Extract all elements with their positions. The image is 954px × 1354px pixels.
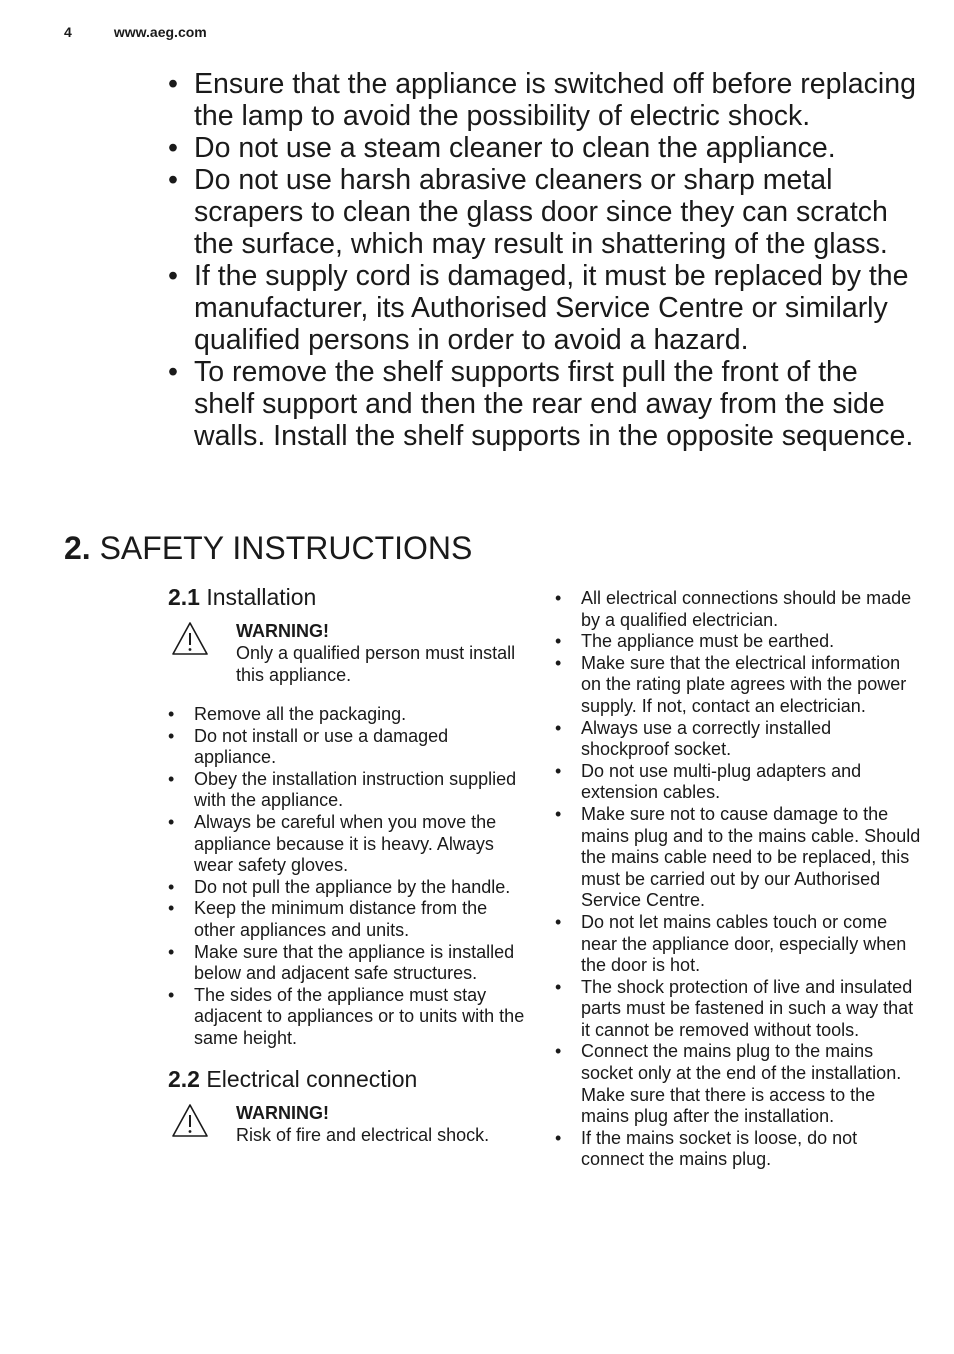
section-title: [64, 530, 472, 567]
installation-bullet-list: [168, 704, 528, 1050]
warning-triangle-icon: [170, 620, 210, 658]
electrical-warning: [168, 1102, 528, 1168]
list-item: • Make sure not to cause damage to the mains plug and to the mains cable. Should the mains cable need to be replaced, this must be carried out by our Authorised Service Centre.: [581, 804, 921, 912]
list-item: • Do not use multi-plug adapters and extension cables.: [581, 761, 921, 804]
list-item: • The shock protection of live and insulated parts must be fastened in such a way that it cannot be removed without tools.: [581, 977, 921, 1042]
subsection-installation-heading: [168, 584, 528, 620]
list-item: • If the mains socket is loose, do not connect the mains plug.: [581, 1128, 921, 1171]
list-item: • Remove all the packaging.: [194, 704, 528, 726]
electrical-bullet-list: [581, 588, 921, 1171]
list-item: • Always use a correctly installed shockproof socket.: [581, 718, 921, 761]
list-item: • Connect the mains plug to the mains socket only at the end of the installation. Make sure that there is access to the mains plug after the installation.: [581, 1041, 921, 1127]
section-number: 2.: [64, 530, 91, 566]
list-item: • Make sure that the electrical information on the rating plate agrees with the power supply. If not, contact an electrician.: [581, 653, 921, 718]
list-item: • Ensure that the appliance is switched off before replacing the lamp to avoid the possibility of electric shock.: [194, 68, 924, 132]
warning-title: WARNING!: [236, 1102, 329, 1123]
warning-triangle-icon: [170, 1102, 210, 1140]
list-item: • Do not pull the appliance by the handle.: [194, 877, 528, 899]
section-title-text: SAFETY INSTRUCTIONS: [99, 530, 473, 566]
right-column: [581, 588, 921, 1171]
list-item: • Obey the installation instruction supplied with the appliance.: [194, 769, 528, 812]
warning-text: Risk of fire and electrical shock.: [236, 1124, 490, 1145]
subsection-number: 2.2: [168, 1065, 200, 1092]
list-item: • The sides of the appliance must stay adjacent to appliances or to units with the same height.: [194, 985, 528, 1050]
warning-text: Only a qualified person must install this appliance.: [236, 643, 516, 685]
list-item: • Make sure that the appliance is installed below and adjacent safe structures.: [194, 942, 528, 985]
list-item: • Always be careful when you move the appliance because it is heavy. Always wear safety gloves.: [194, 812, 528, 877]
warning-title: WARNING!: [236, 621, 329, 641]
intro-bullet-list: [194, 68, 924, 452]
page-header: [64, 24, 207, 40]
list-item: • Keep the minimum distance from the other appliances and units.: [194, 898, 528, 941]
subsection-number: 2.1: [168, 584, 200, 610]
list-item: • Do not use harsh abrasive cleaners or sharp metal scrapers to clean the glass door since they can scratch the surface, which may result in shattering of the glass.: [194, 164, 924, 260]
page-number: 4: [64, 24, 72, 40]
left-column: [168, 584, 528, 1168]
subsection-title: Installation: [206, 584, 317, 610]
website-url: www.aeg.com: [113, 24, 207, 40]
list-item: • Do not let mains cables touch or come near the appliance door, especially when the door is hot.: [581, 912, 921, 977]
list-item: • If the supply cord is damaged, it must be replaced by the manufacturer, its Authorised Service Centre or similarly qualified persons in order to avoid a hazard.: [194, 260, 924, 356]
subsection-electrical-heading: [168, 1066, 528, 1102]
installation-warning: [168, 620, 528, 686]
list-item: • Do not use a steam cleaner to clean the appliance.: [194, 132, 924, 164]
list-item: • All electrical connections should be made by a qualified electrician.: [581, 588, 921, 631]
list-item: • To remove the shelf supports first pull the front of the shelf support and then the rear end away from the side walls. Install the shelf supports in the opposite sequence.: [194, 356, 924, 452]
subsection-title: Electrical connection: [206, 1065, 418, 1092]
list-item: • Do not install or use a damaged appliance.: [194, 726, 528, 769]
list-item: • The appliance must be earthed.: [581, 631, 921, 653]
